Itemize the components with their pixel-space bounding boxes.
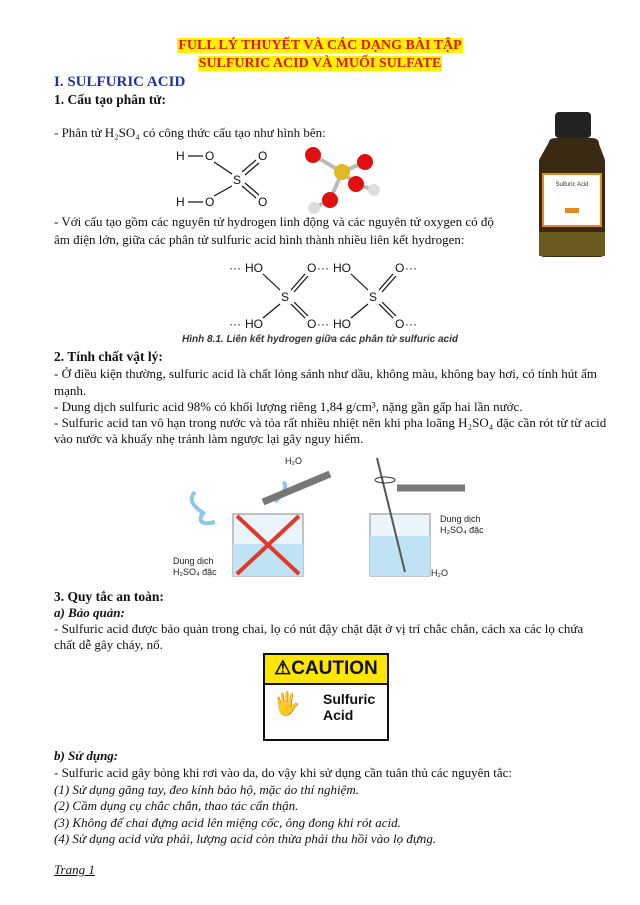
svg-text:···: ··· [317, 261, 329, 275]
subheading: 3. Quy tắc an toàn: [54, 589, 164, 604]
svg-text:···: ··· [317, 317, 329, 331]
paragraph: - Dung dịch sulfuric acid 98% có khối lượng riêng 1,84 g/cm³, nặng gần gấp hai lần nước. [54, 399, 523, 414]
figure-caption: Hình 8.1. Liên kết hydrogen giữa các phân tử sulfuric acid [181, 334, 458, 345]
sulfuric-acid-bottle-image [535, 112, 613, 258]
subheading: 2. Tính chất vật lý: [54, 349, 163, 364]
list-item: (4) Sử dụng acid vừa phải, lượng acid còn thừa phải thu hồi vào lọ đựng. [54, 831, 437, 846]
subheading: b) Sử dụng: [54, 748, 119, 763]
caution-substance [323, 691, 375, 723]
caution-header [265, 655, 387, 685]
paragraph: vào nước và khuấy nhẹ tránh làm ngược lại gây nguy hiểm. [54, 431, 364, 446]
corrosive-icon: 🖐 [273, 691, 301, 716]
atom-label: O [395, 317, 405, 331]
h2so4-structure-diagram [170, 140, 390, 215]
atom-label: O [258, 149, 268, 163]
atom-label: HO [245, 317, 263, 331]
atom-label: S [369, 290, 378, 304]
figure-label: H₂SO₄ đặc [173, 567, 217, 577]
atom-label: O [205, 195, 215, 209]
paragraph: - Ở điều kiện thường, sulfuric acid là chất lỏng sánh như dầu, không màu, không bay hơi, có tính hút ẩm [54, 366, 598, 381]
doc-title-line1 [0, 38, 640, 54]
list-item: (1) Sử dụng găng tay, đeo kính bảo hộ, mặc áo thí nghiệm. [54, 782, 359, 797]
caution-sign [263, 653, 389, 741]
atom-label: O [258, 195, 268, 209]
paragraph: mạnh. [54, 383, 87, 398]
paragraph: âm điện lớn, giữa các phân tử sulfuric acid hình thành nhiều liên kết hydrogen: [54, 232, 465, 247]
paragraph: - Phân tử H₂SO₄ có công thức cấu tạo như hình bên: [54, 125, 326, 140]
paragraph: chất dễ gây cháy, nổ. [54, 637, 163, 652]
ball-and-stick-model [305, 147, 380, 214]
atom-label: O [395, 261, 405, 275]
atom-label: O [205, 149, 215, 163]
atom-label: H [176, 195, 185, 209]
list-item: (2) Cầm dụng cụ chắc chắn, thao tác cẩn thận. [54, 798, 299, 813]
section-heading: I. SULFURIC ACID [54, 74, 186, 90]
atom-label: S [281, 290, 290, 304]
caution-text: CAUTION [291, 658, 378, 679]
figure-label: Dung dịch [173, 556, 214, 566]
svg-text:···: ··· [229, 317, 241, 331]
figure-label: H₂SO₄ đặc [440, 525, 484, 535]
paragraph: - Sulfuric acid gây bỏng khi rơi vào da, do vậy khi sử dụng cần tuân thủ các nguyên tắc: [54, 765, 512, 780]
paragraph: - Sulfuric acid tan vô hạn trong nước và tỏa rất nhiều nhiệt nên khi pha loãng H₂SO₄ đặc cần rót từ từ acid [54, 415, 607, 430]
atom-label: O [307, 261, 317, 275]
figure-label: H₂O [285, 456, 302, 466]
atom-label: HO [333, 261, 351, 275]
figure-label: Dung dịch [440, 514, 481, 524]
caution-text: Sulfuric [323, 691, 376, 707]
paragraph: - Sulfuric acid được bảo quản trong chai, lọ có nút đậy chặt đặt ở vị trí chắc chắn, cách xa các lọ chứa [54, 621, 584, 636]
title-text: FULL LÝ THUYẾT VÀ CÁC DẠNG BÀI TẬP [178, 38, 462, 53]
warning-triangle-icon: ⚠ [274, 658, 292, 679]
svg-text:···: ··· [229, 261, 241, 275]
bottle-label: Sulfuric Acid [555, 182, 589, 188]
atom-label: HO [245, 261, 263, 275]
page-number: Trang 1 [54, 862, 95, 877]
hydrogen-bond-diagram [225, 258, 425, 333]
svg-text:···: ··· [405, 317, 417, 331]
atom-label: H [176, 149, 185, 163]
svg-text:···: ··· [405, 261, 417, 275]
atom-label: O [307, 317, 317, 331]
subheading: 1. Cấu tạo phân tử: [54, 92, 166, 107]
atom-label: S [233, 173, 242, 187]
subheading: a) Bảo quản: [54, 605, 125, 620]
caution-text: Acid [323, 707, 354, 723]
title-text: SULFURIC ACID VÀ MUỐI SULFATE [198, 56, 442, 71]
atom-label: HO [333, 317, 351, 331]
acid-dilution-illustration [165, 452, 485, 587]
paragraph: - Với cấu tạo gồm các nguyên tử hydrogen linh động và các nguyên tử oxygen có độ [54, 214, 494, 229]
doc-title-line2 [0, 56, 640, 72]
list-item: (3) Không để chai đựng acid lên miệng cốc, ông đong khi rót acid. [54, 815, 401, 830]
figure-label: H₂O [431, 568, 448, 578]
